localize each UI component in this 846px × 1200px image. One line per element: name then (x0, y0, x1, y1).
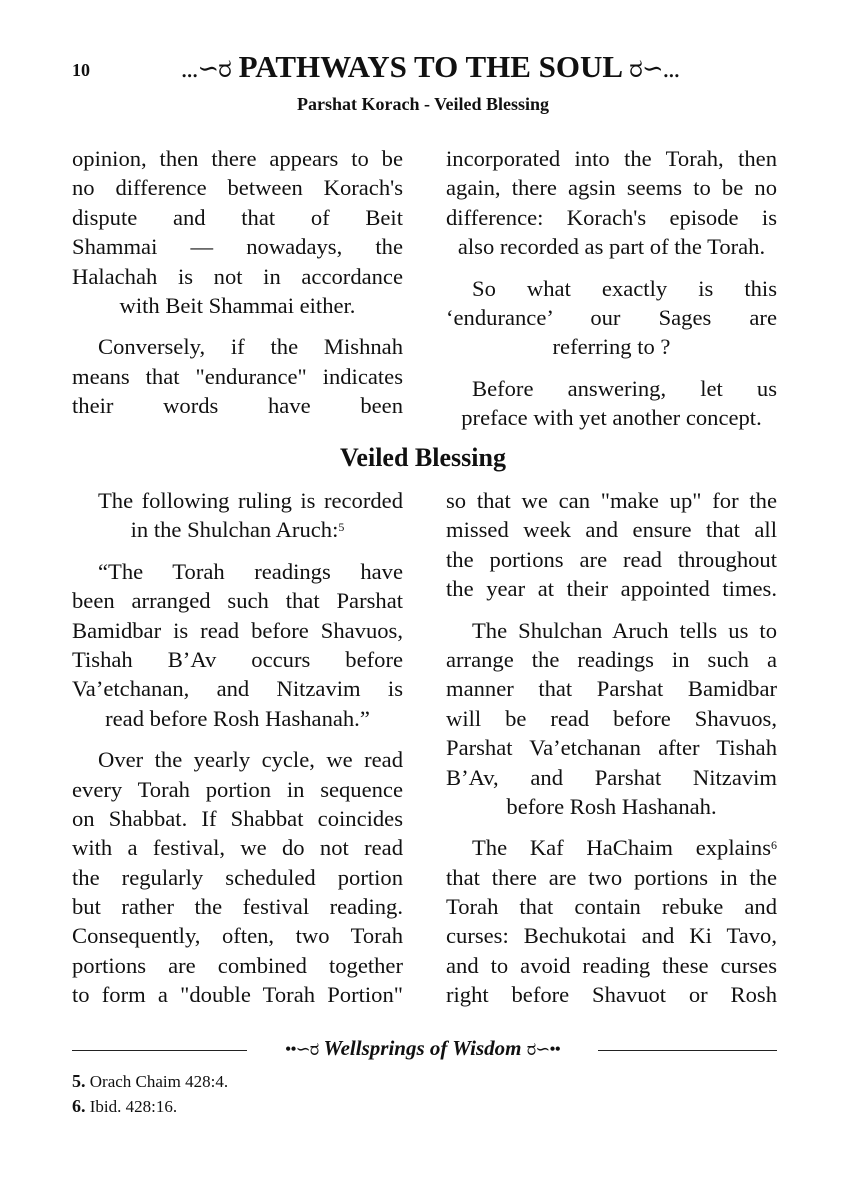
text-line: to form a "double Torah Portion" (72, 982, 403, 1008)
footnote-marker[interactable]: 5 (338, 520, 345, 535)
text-line: Va’etchanan, and Nitzavim is (72, 676, 403, 702)
text-line: so that we can "make up" for the (446, 488, 777, 513)
text-line: portions are combined together (72, 952, 403, 978)
text-line: and to avoid reading these curses (446, 952, 777, 978)
text-line: missed week and ensure that all (446, 517, 777, 543)
text-line: The following ruling is recorded (98, 488, 403, 513)
ornament-left-icon: ...∽ರ (180, 54, 231, 83)
footer-ornament-left-icon: ••∽ರ (285, 1039, 319, 1059)
text-line: The Shulchan Aruch tells us to (472, 617, 777, 643)
footnote-number: 6. (72, 1096, 86, 1116)
text-line (446, 833, 777, 862)
text-line: Before answering, let us (472, 375, 777, 401)
page-number: 10 (72, 60, 90, 80)
footnote-number: 5. (72, 1071, 86, 1091)
paragraph (72, 144, 403, 320)
footer-brand (245, 1036, 600, 1061)
text-line: the portions are read throughout (446, 546, 777, 572)
footnote-text: Ibid. 428:16. (89, 1097, 178, 1116)
footnote (72, 1096, 177, 1117)
footnote-text: Orach Chaim 428:4. (89, 1072, 229, 1091)
text-line: read before Rosh Hashanah.” (105, 705, 370, 731)
text-line: Halachah is not in accordance (72, 263, 403, 289)
column-top-left (72, 144, 403, 433)
paragraph (446, 486, 777, 604)
footer-divider-right (598, 1050, 777, 1051)
text-line: ‘endurance’ our Sages are (446, 304, 777, 330)
text-line: the year at their appointed times. (446, 576, 777, 602)
text-line: So what exactly is this (472, 275, 777, 301)
footer-ornament-right-icon: ರ∽•• (526, 1039, 560, 1059)
text-line: Over the yearly cycle, we read (98, 747, 403, 773)
text-line: B’Av, and Parshat Nitzavim (446, 764, 777, 790)
text-line: referring to ? (552, 334, 671, 360)
text-line: on Shabbat. If Shabbat coincides (72, 805, 403, 831)
text-line: dispute and that of Beit (72, 204, 403, 230)
text-line: will be read before Shavuos, (446, 705, 777, 731)
text-line: arrange the readings in such a (446, 646, 777, 672)
text-line: Torah that contain rebuke and (446, 894, 777, 920)
footnote (72, 1071, 228, 1092)
text-line: means that "endurance" indicates (72, 363, 403, 389)
text-line: Conversely, if the Mishnah (98, 334, 403, 360)
text-line: every Torah portion in sequence (72, 776, 403, 802)
text-line: right before Shavuot or Rosh (446, 982, 777, 1008)
text-line: again, there agsin seems to be no (446, 175, 777, 201)
text-line: preface with yet another concept. (461, 405, 762, 431)
text-line: manner that Parshat Bamidbar (446, 676, 777, 702)
text-line: also recorded as part of the Torah. (457, 234, 766, 260)
paragraph (72, 557, 403, 733)
text-line: that there are two portions in the (446, 864, 777, 890)
text-line: before Rosh Hashanah. (506, 793, 717, 819)
text-line: Shammai — nowadays, the (72, 234, 403, 260)
text-line: difference: Korach's episode is (446, 204, 777, 230)
column-bottom-right (446, 486, 777, 1022)
text-line: incorporated into the Torah, then (446, 146, 777, 171)
text-line: but rather the festival reading. (72, 894, 403, 920)
running-title (130, 49, 730, 85)
paragraph (446, 374, 777, 433)
text-line: Parshat Va’etchanan after Tishah (446, 735, 777, 761)
text-line-content: The Kaf HaChaim explains (472, 835, 771, 861)
paragraph (446, 833, 777, 1009)
text-line: Bamidbar is read before Shavuos, (72, 617, 403, 643)
footer-brand-text: Wellsprings of Wisdom (323, 1036, 522, 1060)
column-top-right (446, 144, 777, 445)
text-line: Consequently, often, two Torah (72, 923, 403, 949)
text-line: the regularly scheduled portion (72, 864, 403, 890)
text-line (72, 515, 403, 544)
section-heading: Veiled Blessing (340, 443, 506, 472)
paragraph (72, 486, 403, 545)
text-line: been arranged such that Parshat (72, 588, 403, 614)
paragraph (72, 745, 403, 1010)
text-line: with Beit Shammai either. (119, 292, 356, 318)
ornament-right-icon: ರ∽... (629, 54, 680, 83)
paragraph (72, 332, 403, 420)
text-line: “The Torah readings have (98, 558, 403, 584)
text-line: no difference between Korach's (72, 175, 403, 201)
text-line: with a festival, we do not read (72, 835, 403, 861)
text-line: Tishah B’Av occurs before (72, 646, 403, 672)
chapter-subtitle: Parshat Korach - Veiled Blessing (296, 94, 549, 114)
book-title: PATHWAYS TO THE SOUL (238, 49, 622, 84)
text-line: their words have been (72, 393, 403, 419)
text-line: opinion, then there appears to be (72, 146, 403, 171)
footer-divider-left (72, 1050, 247, 1051)
paragraph (446, 274, 777, 362)
column-bottom-left (72, 486, 403, 1022)
text-line-content: in the Shulchan Aruch: (130, 517, 339, 543)
paragraph (446, 616, 777, 822)
paragraph (446, 144, 777, 262)
text-line: curses: Bechukotai and Ki Tavo, (446, 923, 777, 949)
footnote-marker[interactable]: 6 (771, 838, 777, 853)
